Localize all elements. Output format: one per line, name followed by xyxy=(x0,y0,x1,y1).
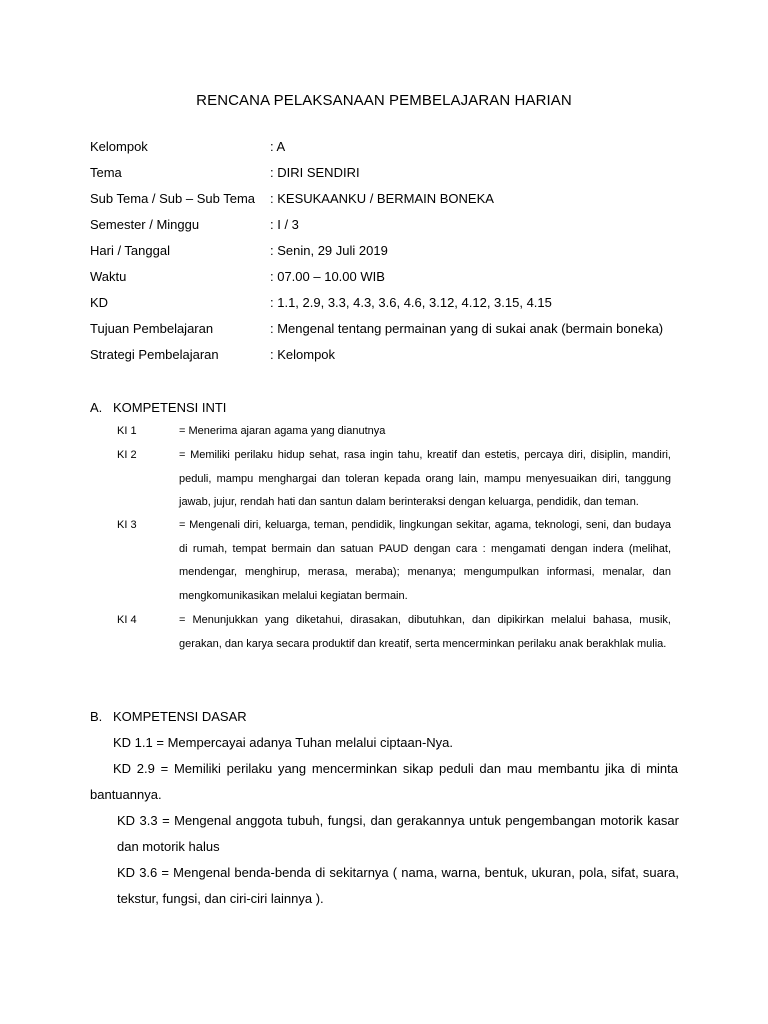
info-label: KD xyxy=(90,295,109,310)
info-value: : 1.1, 2.9, 3.3, 4.3, 3.6, 4.6, 3.12, 4.12, 3.15, 4.15 xyxy=(270,295,552,310)
kd-text: = Mengenal anggota tubuh, fungsi, dan gerakannya untuk pengembangan motorik kasar dan motorik halus xyxy=(117,813,679,854)
document-title: RENCANA PELAKSANAAN PEMBELAJARAN HARIAN xyxy=(196,92,572,109)
info-label: Sub Tema / Sub – Sub Tema xyxy=(90,191,256,206)
info-value: : Kelompok xyxy=(270,347,336,362)
ki-code: KI 2 xyxy=(117,449,137,461)
info-label: Waktu xyxy=(90,269,127,284)
section-letter: B. xyxy=(90,709,103,724)
kd-code: KD 3.3 xyxy=(117,813,158,828)
kd-text: = Memiliki perilaku yang mencerminkan sikap peduli dan mau membantu jika di minta bantuannya. xyxy=(90,761,678,802)
kd-item-1 xyxy=(113,730,678,756)
section-title: KOMPETENSI INTI xyxy=(113,400,227,415)
kd-code: KD 3.6 xyxy=(117,865,158,880)
ki-code: KI 3 xyxy=(117,519,137,531)
ki-item-4 xyxy=(117,614,679,686)
section-letter: A. xyxy=(90,400,103,415)
ki-item-2 xyxy=(117,449,679,521)
info-value: : I / 3 xyxy=(270,217,299,232)
info-label: Tujuan Pembelajaran xyxy=(90,321,214,336)
ki-item-3 xyxy=(117,519,679,615)
kd-code: KD 2.9 xyxy=(113,761,155,776)
ki-code: KI 1 xyxy=(117,425,137,437)
ki-text: = Menerima ajaran agama yang dianutnya xyxy=(179,425,386,437)
info-label: Tema xyxy=(90,165,122,180)
info-value: : DIRI SENDIRI xyxy=(270,165,360,180)
kd-code: KD 1.1 xyxy=(113,735,153,750)
info-label: Kelompok xyxy=(90,139,148,154)
section-a-heading xyxy=(90,400,390,420)
info-label: Hari / Tanggal xyxy=(90,243,170,258)
kd-item-2 xyxy=(90,756,678,808)
info-value: : 07.00 – 10.00 WIB xyxy=(270,269,385,284)
info-label: Semester / Minggu xyxy=(90,217,200,232)
info-value: : A xyxy=(270,139,286,154)
info-label: Strategi Pembelajaran xyxy=(90,347,219,362)
section-title: KOMPETENSI DASAR xyxy=(113,709,247,724)
info-value: : Senin, 29 Juli 2019 xyxy=(270,243,388,258)
ki-code: KI 4 xyxy=(117,614,137,626)
section-b-heading xyxy=(90,709,390,729)
kd-item-3 xyxy=(117,808,679,860)
ki-text: = Mengenali diri, keluarga, teman, pendidik, lingkungan sekitar, agama, teknologi, seni, dan budaya di rumah, tempat bermain dan satuan PAUD dengan cara : mengamati dengan indera (melihat, mendengar, menghirup, merasa, meraba); menanya; mengumpulkan informasi, menalar, dan mengkomunikasikan melalui kegiatan bermain. xyxy=(179,519,671,602)
info-value: : KESUKAANKU / BERMAIN BONEKA xyxy=(270,191,494,206)
kd-item-4 xyxy=(117,860,679,912)
kd-text: = Mempercayai adanya Tuhan melalui ciptaan-Nya. xyxy=(156,735,454,750)
info-value: : Mengenal tentang permainan yang di sukai anak (bermain boneka) xyxy=(270,321,664,336)
ki-text: = Memiliki perilaku hidup sehat, rasa ingin tahu, kreatif dan estetis, percaya diri, disiplin, mandiri, peduli, mampu menghargai dan toleran kepada orang lain, mampu menyesuaikan diri, tanggung jawab, jujur, rendah hati dan santun dalam berinteraksi dengan keluarga, pendidik, dan teman. xyxy=(179,449,671,508)
kd-text: = Mengenal benda-benda di sekitarnya ( nama, warna, bentuk, ukuran, pola, sifat, suara, tekstur, fungsi, dan ciri-ciri lainnya ). xyxy=(117,865,679,906)
ki-text: = Menunjukkan yang diketahui, dirasakan, dibutuhkan, dan dipikirkan melalui bahasa, musik, gerakan, dan karya secara produktif dan kreatif, serta mencerminkan perilaku anak berakhlak mulia. xyxy=(179,614,671,650)
